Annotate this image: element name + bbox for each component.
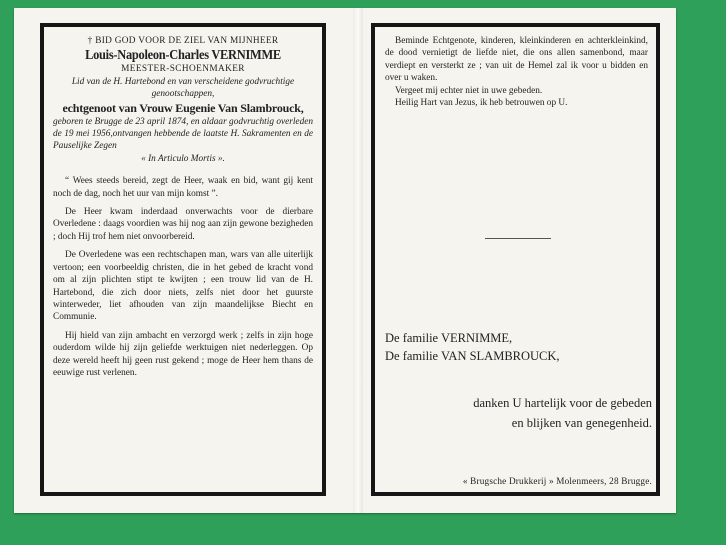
spouse-line: echtgenoot van Vrouw Eugenie Van Slambrouck, [62, 100, 304, 115]
left-panel-content [53, 35, 313, 486]
left-panel-frame [40, 23, 326, 496]
paragraph-1: De Heer kwam inderdaad onverwachts voor de dierbare Overledene : daags voordien was hij nog aan zijn gewone bezigheden ; doch Hij trof hem niet onvoorbereid. [53, 207, 313, 242]
thanks-line-1: danken U hartelijk voor de gebeden [473, 396, 652, 410]
articulo-mortis: « In Articulo Mortis ». [141, 153, 225, 164]
printer-imprint: « Brugsche Drukkerij » Molenmeers, 28 Brugge. [462, 476, 652, 486]
family-line-2: De familie VAN SLAMBROUCK, [385, 349, 560, 363]
memorial-card [14, 8, 676, 513]
scripture-quote: “ Wees steeds bereid, zegt de Heer, waak en bid, want gij kent noch de dag, noch het uur van mijn komst ”. [53, 176, 313, 199]
occupation: MEESTER-SCHOENMAKER [121, 64, 245, 75]
right-panel-frame [371, 23, 660, 496]
deceased-name: Louis-Napoleon-Charles VERNIMME [85, 47, 281, 63]
paragraph-2: De Overledene was een rechtschapen man, wars van alle uiterlijk vertoon; een voorbeeldig christen, die in het gebed de kracht vond om al zijn plichten stipt te kwijten ; een trouw lid van de H. Hartebond, die zich door niets, zelfs niet door het guurste winterweder, liet afhouden van zijn maandelijkse Biecht en Communie. [53, 250, 313, 323]
paragraph-3: Hij hield van zijn ambacht en verzorgd werk ; zelfs in zijn hoge ouderdom wilde hij zijn geliefde werktuigen niet nederleggen. Op deze wereld heeft hij geen rust gekend ; moge de Heer hem thans de eeuwige rust verlenen. [53, 330, 313, 378]
prayer-text: Beminde Echtgenote, kinderen, kleinkinderen en achterkleinkind, de dood vernietigt de liefde niet, die ons allen samenbond, maar verdiept en versterkt ze ; van uit de Hemel zal ik voor u bidden en over u waken. [385, 36, 648, 84]
card-fold [353, 8, 363, 513]
affiliation: Lid van de H. Hartebond en van verscheidene godvruchtige genootschappen, [71, 76, 295, 100]
prayer-line-2: Vergeet mij echter niet in uwe gebeden. [395, 85, 543, 96]
intro-line: † BID GOD VOOR DE ZIEL VAN MIJNHEER [87, 36, 279, 46]
thanks-line-2: en blijken van genegenheid. [511, 416, 652, 430]
divider-rule [485, 238, 551, 239]
birth-death-text: geboren te Brugge de 23 april 1874, en aldaar godvruchtig overleden de 19 mei 1956,ontvangen hebbende de laatste H. Sakramenten en de Pauselijke Zegen [53, 116, 313, 152]
prayer-line-3: Heilig Hart van Jezus, ik heb betrouwen op U. [395, 98, 568, 109]
family-line-1: De familie VERNIMME, [385, 331, 513, 345]
